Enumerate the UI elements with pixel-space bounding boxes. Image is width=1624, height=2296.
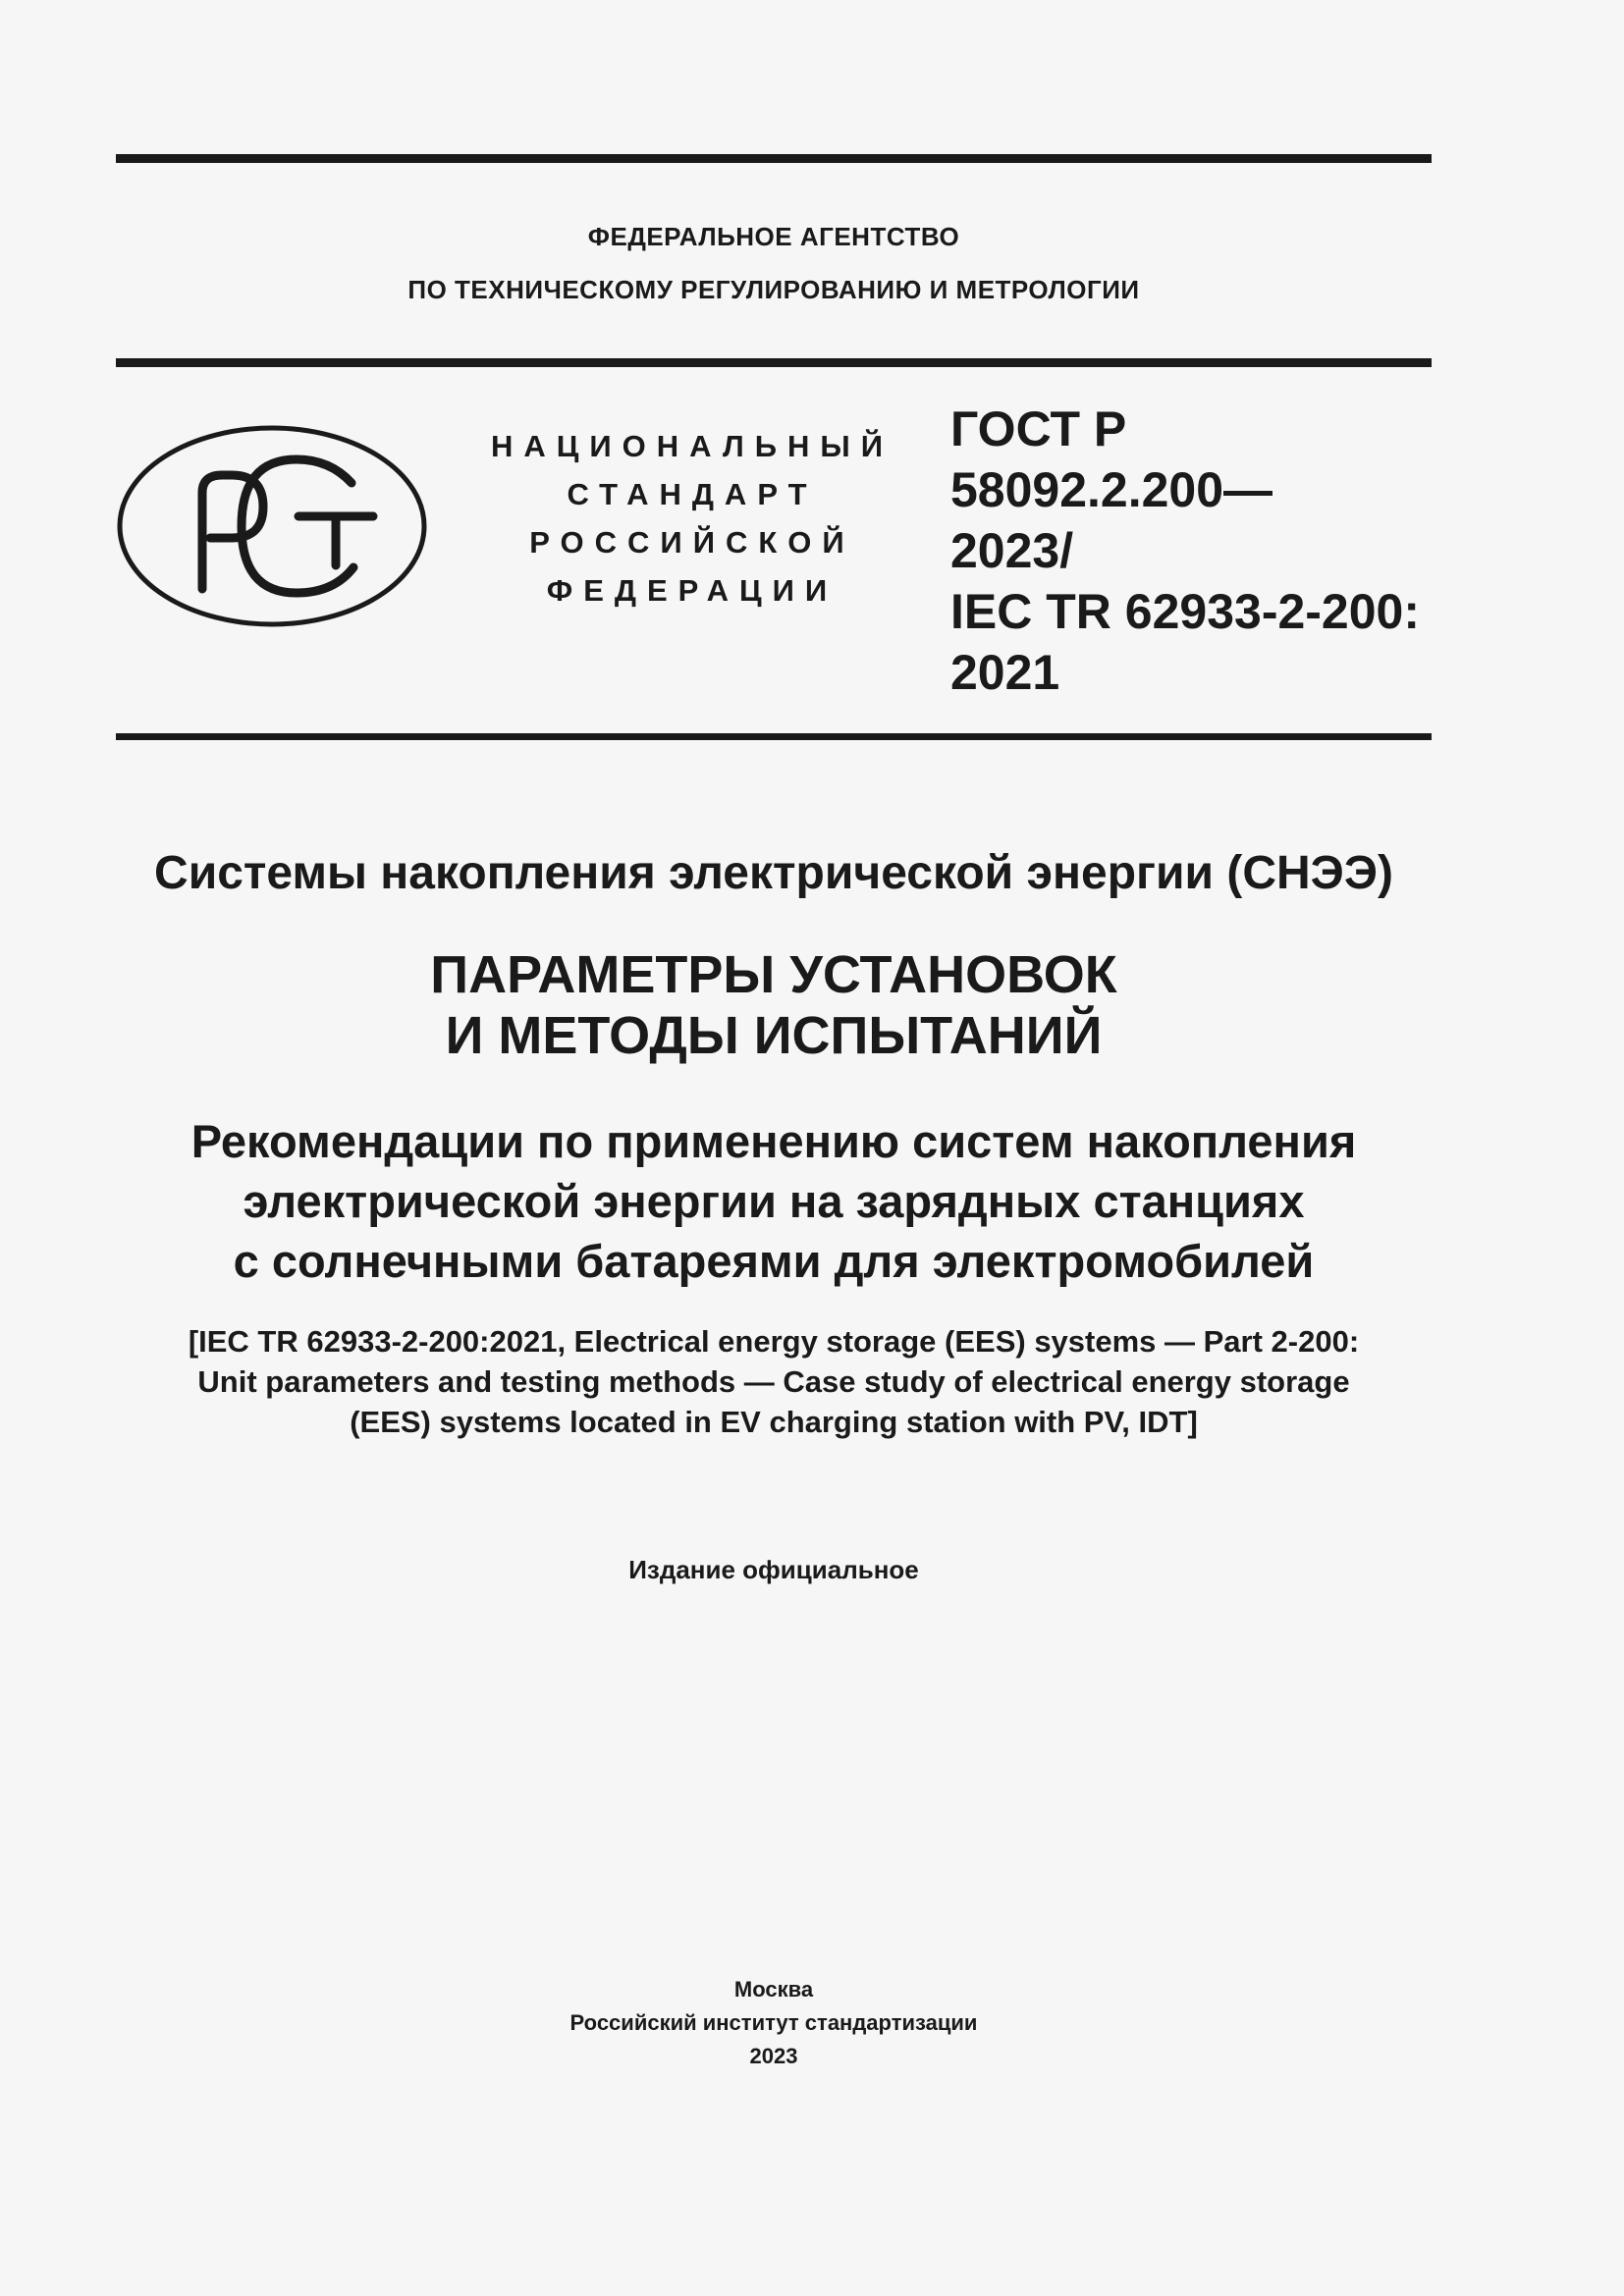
- top-rule: [116, 154, 1432, 163]
- document-title: [116, 944, 1432, 1066]
- scope-line-3: с солнечными батареями для электромобилей: [233, 1235, 1315, 1287]
- rst-certification-mark-icon: [116, 424, 428, 628]
- title-line-2: И МЕТОДЫ ИСПЫТАНИЙ: [445, 1006, 1103, 1065]
- footer-year: 2023: [749, 2044, 798, 2068]
- iec-line-1: [IEC TR 62933-2-200:2021, Electrical energy storage (EES) systems — Part 2-200:: [188, 1324, 1360, 1359]
- national-line-4: ФЕДЕРАЦИИ: [546, 573, 839, 608]
- national-line-1: НАЦИОНАЛЬНЫЙ: [490, 429, 894, 463]
- designation-line-3: 2023/: [950, 523, 1074, 578]
- national-line-2: СТАНДАРТ: [567, 477, 818, 511]
- lower-rule: [116, 733, 1432, 740]
- agency-line-1: ФЕДЕРАЛЬНОЕ АГЕНТСТВО: [587, 222, 960, 251]
- footer-city: Москва: [733, 1977, 814, 2002]
- document-scope: [116, 1111, 1432, 1291]
- national-standard-label: [461, 422, 923, 614]
- middle-rule: [116, 358, 1432, 367]
- designation-line-1: ГОСТ Р: [950, 401, 1127, 456]
- agency-line-2: ПО ТЕХНИЧЕСКОМУ РЕГУЛИРОВАНИЮ И МЕТРОЛОГИИ: [407, 275, 1140, 304]
- title-line-1: ПАРАМЕТРЫ УСТАНОВОК: [430, 945, 1117, 1004]
- designation-line-2: 58092.2.200—: [950, 462, 1273, 517]
- national-line-3: РОССИЙСКОЙ: [529, 525, 855, 560]
- iec-reference: [116, 1321, 1432, 1442]
- footer-publisher: Российский институт стандартизации: [569, 2010, 978, 2035]
- scope-line-2: электрической энергии на зарядных станциях: [243, 1175, 1305, 1227]
- iec-line-3: (EES) systems located in EV charging station with PV, IDT]: [350, 1405, 1198, 1439]
- iec-line-2: Unit parameters and testing methods — Case study of electrical energy storage: [197, 1364, 1350, 1399]
- standard-designation: [950, 399, 1432, 703]
- document-subtitle: Системы накопления электрической энергии (СНЭЭ): [154, 847, 1393, 899]
- designation-line-5: 2021: [950, 645, 1060, 700]
- scope-line-1: Рекомендации по применению систем накопления: [190, 1115, 1357, 1167]
- publication-footer: [116, 1973, 1432, 2073]
- edition-label: Издание официальное: [628, 1555, 919, 1584]
- designation-line-4: IEC TR 62933-2-200:: [950, 584, 1421, 639]
